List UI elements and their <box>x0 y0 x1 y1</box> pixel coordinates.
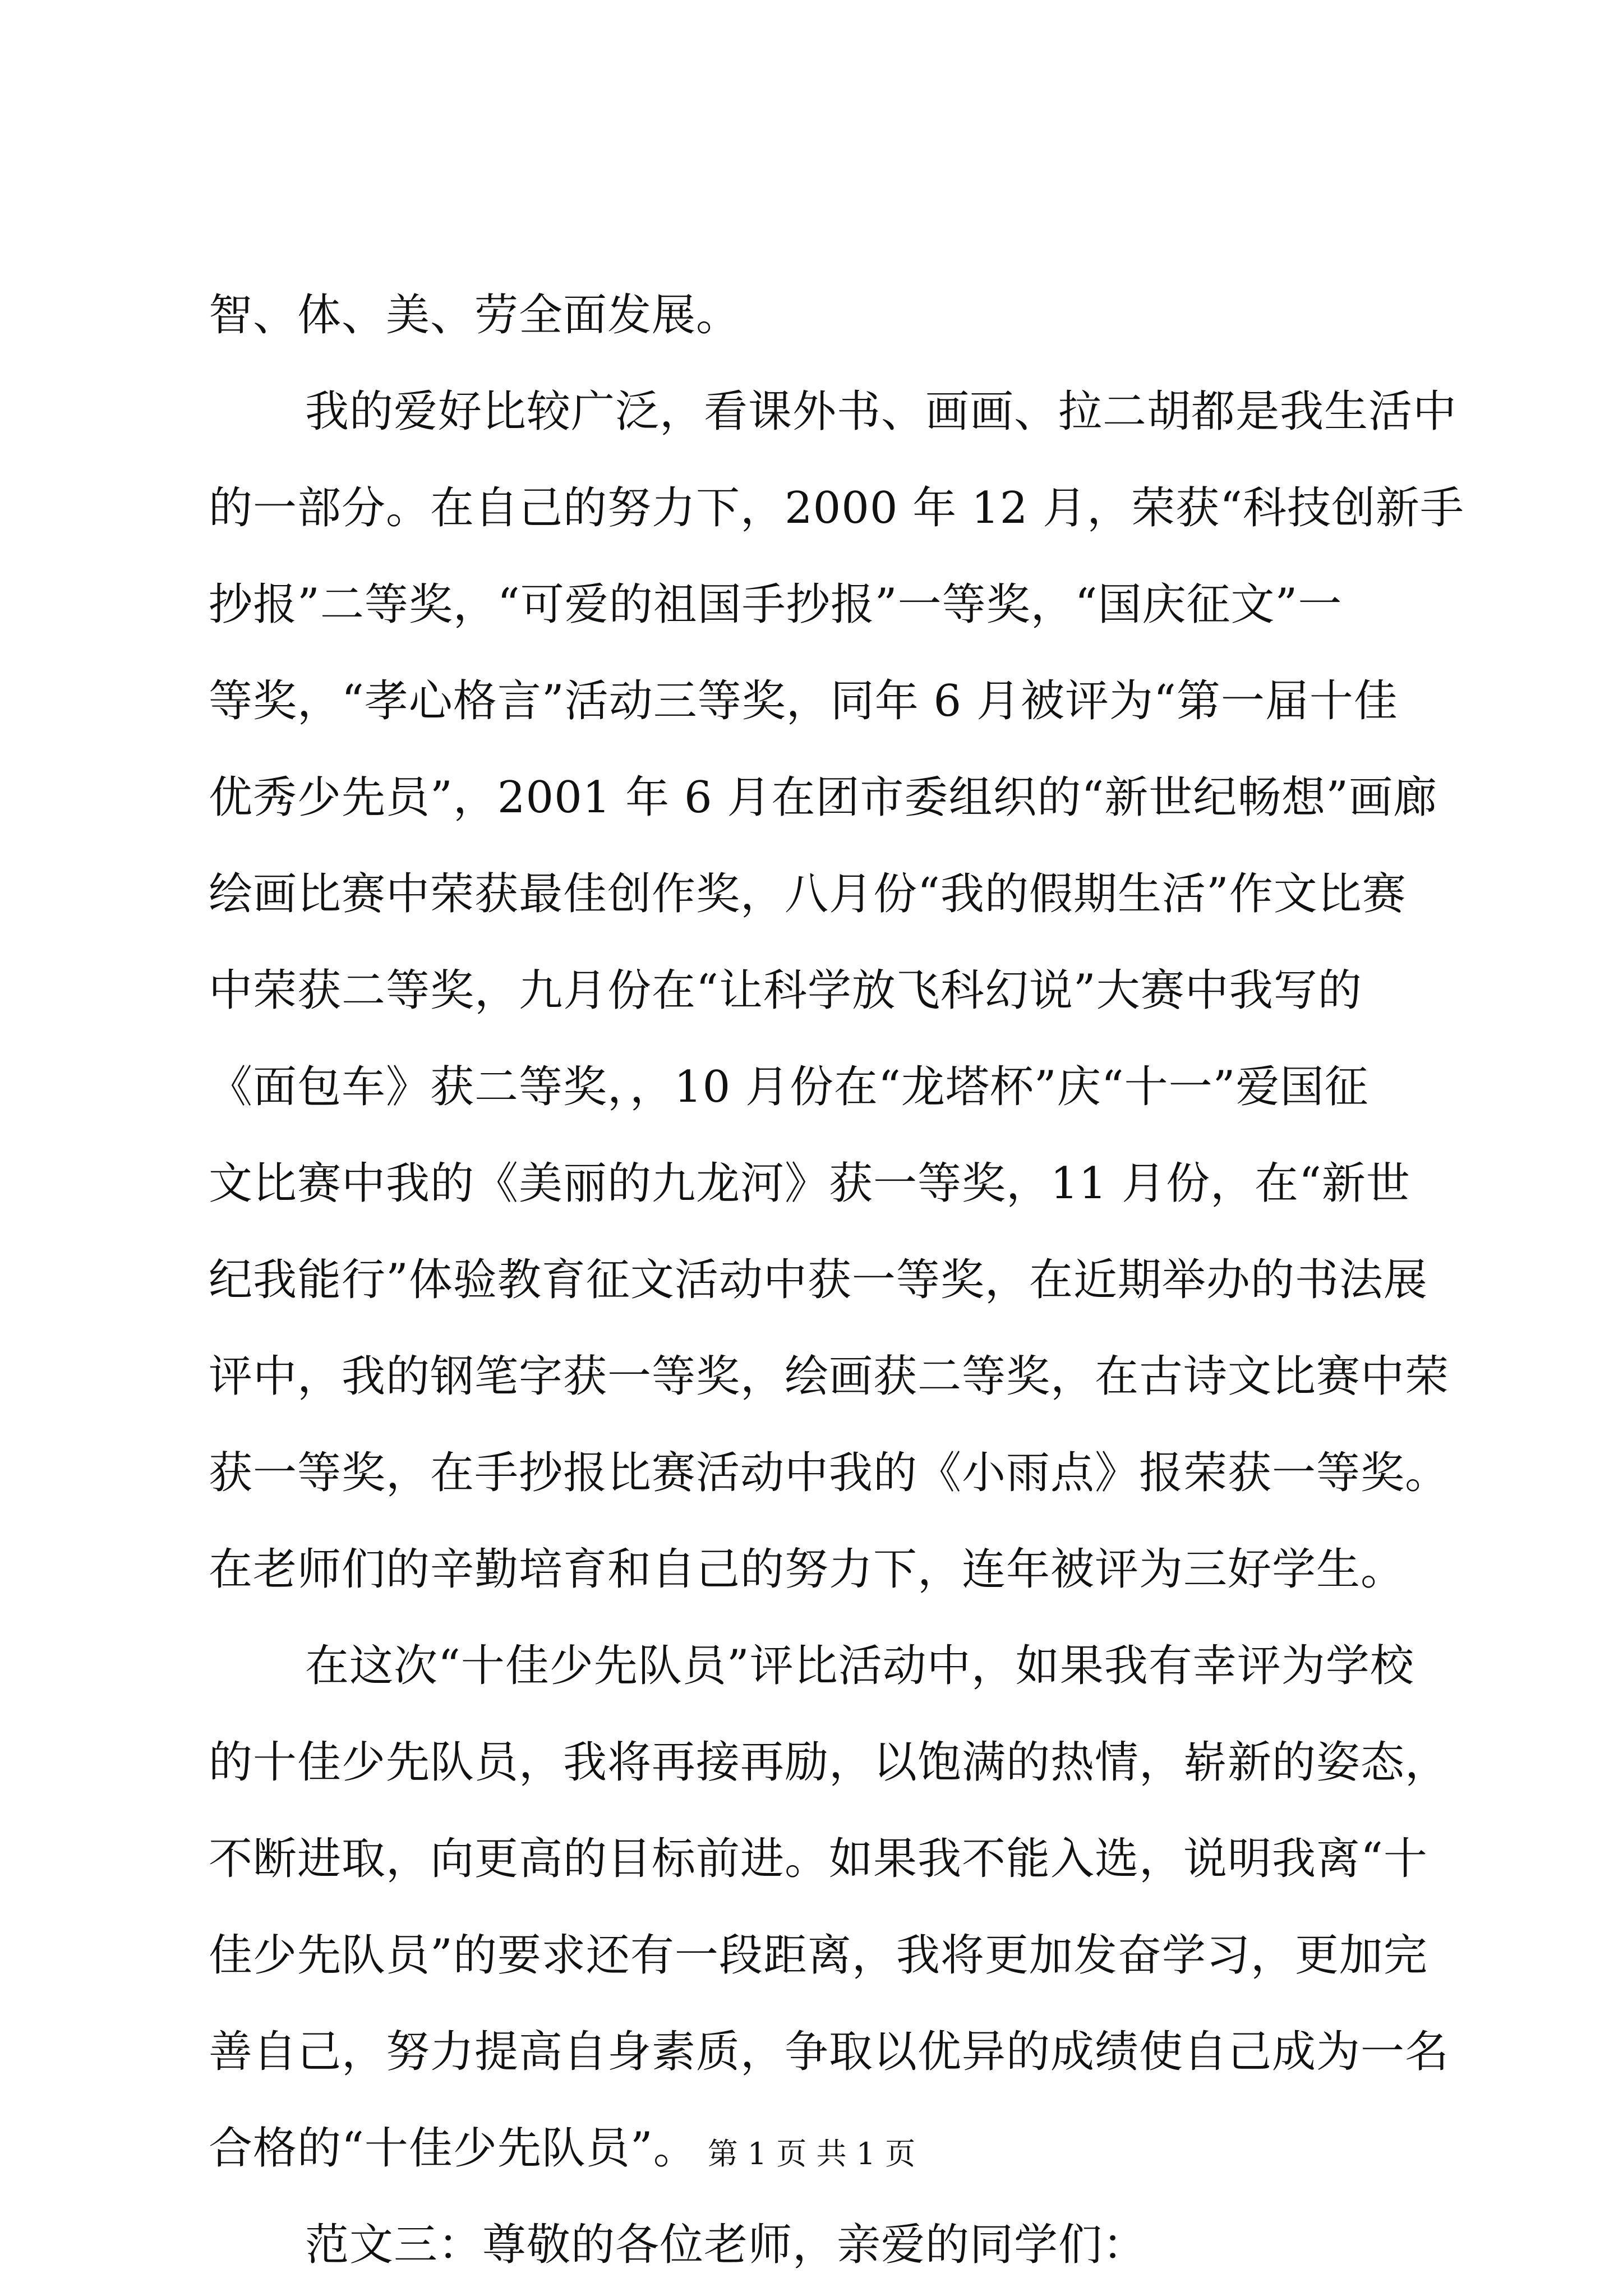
text-line: 评中，我的钢笔字获一等奖，绘画获二等奖，在古诗文比赛中荣 <box>209 1351 1450 1402</box>
text-line: 中荣获二等奖，九月份在“让科学放飞科幻说”大赛中我写的 <box>209 965 1362 1016</box>
document-body <box>209 267 1465 2293</box>
text-line: 纪我能行”体验教育征文活动中获一等奖，在近期举办的书法展 <box>209 1255 1428 1305</box>
text-line: 绘画比赛中荣获最佳创作奖，八月份“我的假期生活”作文比赛 <box>209 869 1407 919</box>
text-line: 的一部分。在自己的努力下，2000 年 12 月，荣获“科技创新手 <box>209 483 1465 533</box>
text-line: 在老师们的辛勤培育和自己的努力下，连年被评为三好学生。 <box>209 1544 1405 1595</box>
text-line: 《面包车》获二等奖，，10 月份在“龙塔杯”庆“十一”爱国征 <box>209 1062 1369 1112</box>
text-line: 智、体、美、劳全面发展。 <box>209 290 741 341</box>
paragraph-start-line: 在这次“十佳少先队员”评比活动中，如果我有幸评为学校 <box>305 1641 1414 1691</box>
text-line: 的十佳少先队员，我将再接再励，以饱满的热情，崭新的姿态， <box>209 1737 1450 1788</box>
text-line: 文比赛中我的《美丽的九龙河》获一等奖，11 月份，在“新世 <box>209 1158 1410 1209</box>
paragraph-start-line: 我的爱好比较广泛，看课外书、画画、拉二胡都是我生活中 <box>305 386 1458 437</box>
page-number-footer: 第 1 页 共 1 页 <box>707 2136 916 2171</box>
text-line: 等奖，“孝心格言”活动三等奖，同年 6 月被评为“第一届十佳 <box>209 676 1398 726</box>
text-line: 佳少先队员”的要求还有一段距离，我将更加发奋学习，更加完 <box>209 1930 1428 1981</box>
text-line: 优秀少先员”，2001 年 6 月在团市委组织的“新世纪畅想”画廊 <box>209 772 1438 823</box>
text-line: 获一等奖，在手抄报比赛活动中我的《小雨点》报荣获一等奖。 <box>209 1448 1450 1498</box>
paragraph-start-line: 范文三：尊敬的各位老师，亲爱的同学们： <box>305 2220 1147 2270</box>
text-line: 不断进取，向更高的目标前进。如果我不能入选，说明我离“十 <box>209 1834 1428 1884</box>
text-line: 善自己，努力提高自身素质，争取以优异的成绩使自己成为一名 <box>209 2027 1450 2077</box>
text-line: 抄报”二等奖，“可爱的祖国手抄报”一等奖，“国庆征文”一 <box>209 579 1343 630</box>
text-line: 合格的“十佳少先队员”。 <box>209 2123 698 2174</box>
